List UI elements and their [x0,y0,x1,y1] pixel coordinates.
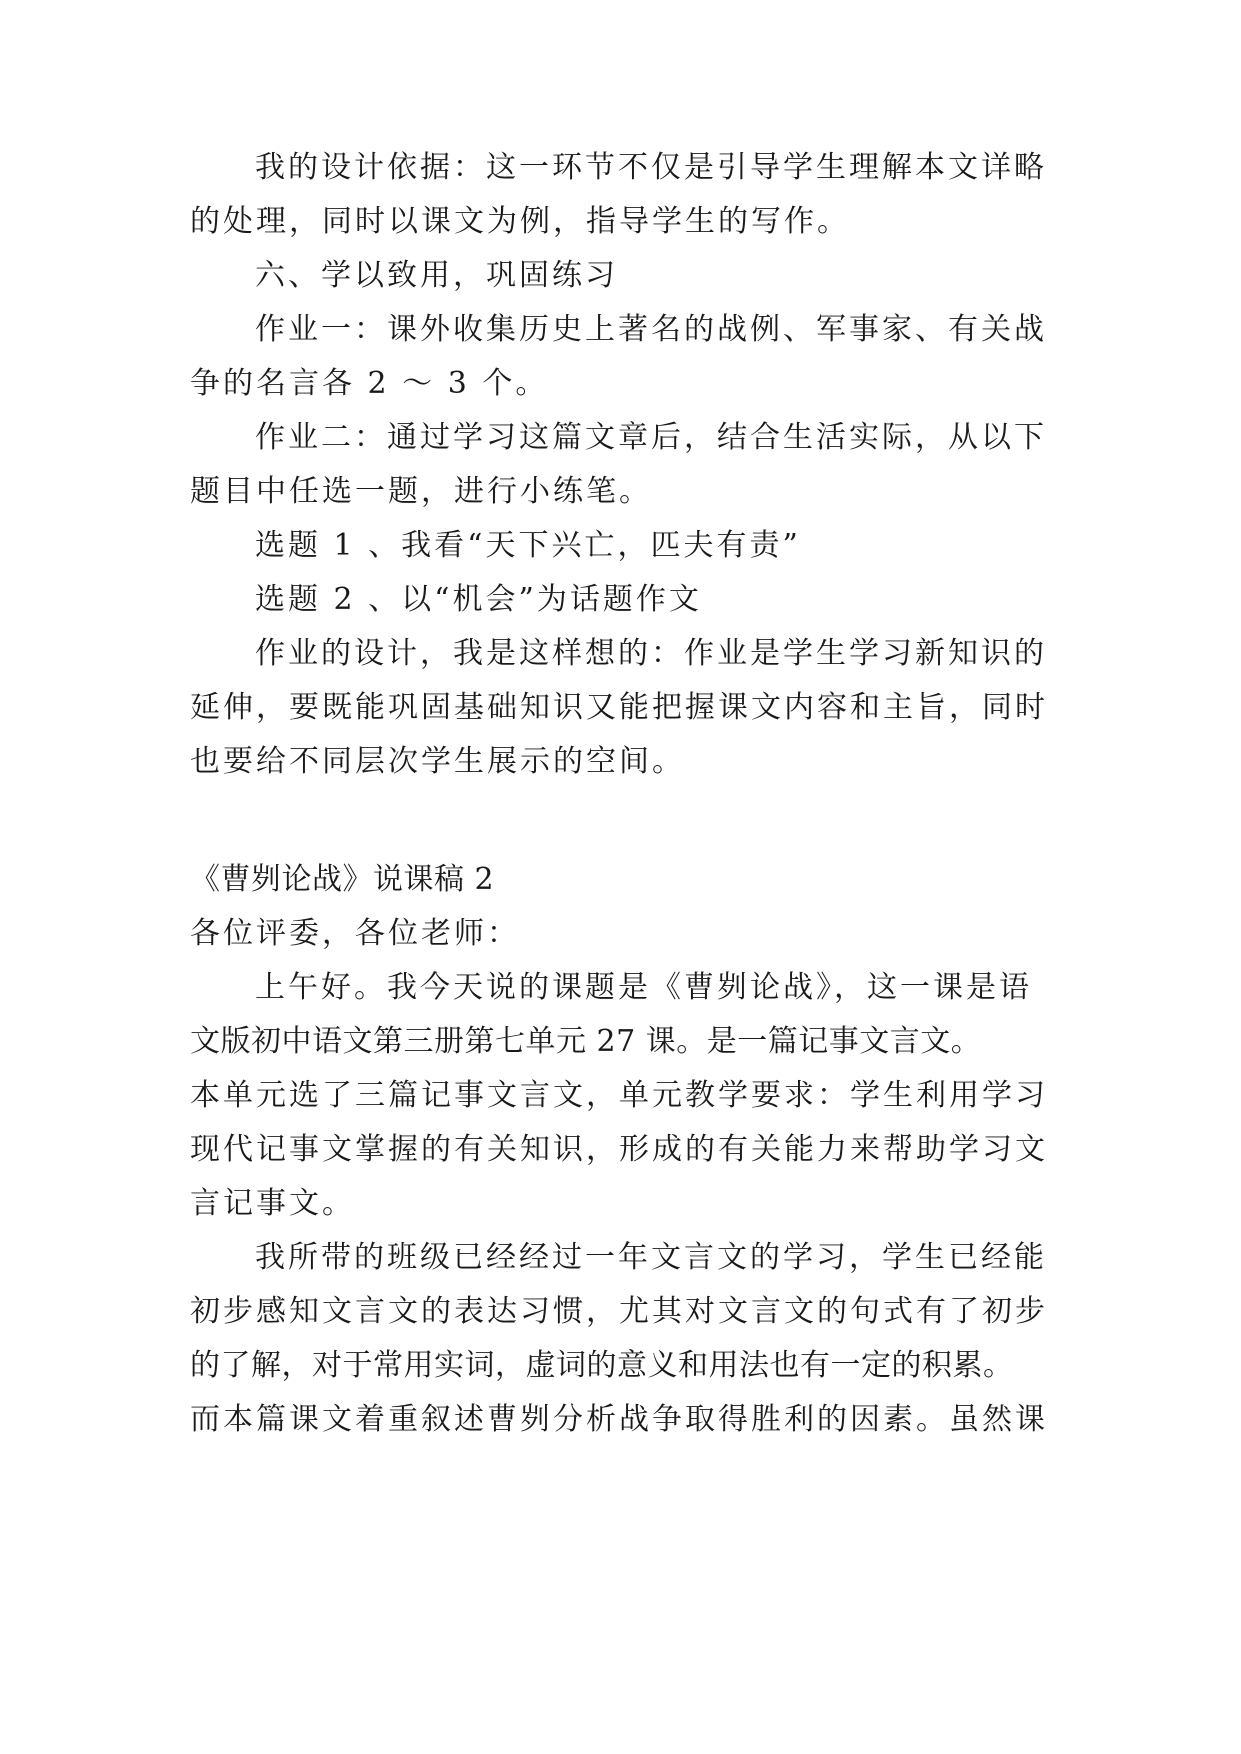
paragraph-line: 作业一：课外收集历史上著名的战例、军事家、有关战 [255,312,1047,347]
paragraph-line: 延伸，要既能巩固基础知识又能把握课文内容和主旨，同时 [190,690,1048,725]
paragraph-line: 选题 2 、以“机会”为话题作文 [255,582,702,617]
paragraph-line: 初步感知文言文的表达习惯，尤其对文言文的句式有了初步 [190,1294,1048,1329]
paragraph-line: 作业二：通过学习这篇文章后，结合生活实际，从以下 [255,420,1047,455]
paragraph-line: 上午好。我今天说的课题是《曹刿论战》，这一课是语 [255,970,1032,1005]
paragraph-line: 而本篇课文着重叙述曹刿分析战争取得胜利的因素。虽然课 [190,1402,1048,1437]
section-heading: 六、学以致用，巩固练习 [255,258,618,293]
paragraph-line: 我所带的班级已经经过一年文言文的学习，学生已经能 [255,1240,1047,1275]
paragraph-line: 的处理，同时以课文为例，指导学生的写作。 [190,204,850,239]
paragraph-line: 也要给不同层次学生展示的空间。 [190,744,685,779]
paragraph-line: 作业的设计，我是这样想的：作业是学生学习新知识的 [255,636,1047,671]
paragraph-line: 现代记事文掌握的有关知识，形成的有关能力来帮助学习文 [190,1132,1048,1167]
paragraph-line: 题目中任选一题，进行小练笔。 [190,474,652,509]
document-title: 《曹刿论战》说课稿 2 [190,862,495,897]
paragraph-line: 言记事文。 [190,1186,355,1221]
greeting: 各位评委，各位老师： [190,916,520,951]
paragraph-line: 我的设计依据：这一环节不仅是引导学生理解本文详略 [255,150,1047,185]
paragraph-line: 争的名言各 2 ～ 3 个。 [190,366,549,401]
paragraph-line: 本单元选了三篇记事文言文，单元教学要求：学生利用学习 [190,1078,1048,1113]
paragraph-line: 文版初中语文第三册第七单元 27 课。是一篇记事文言文。 [190,1024,982,1059]
paragraph-line: 的了解，对于常用实词，虚词的意义和用法也有一定的积累。 [190,1348,1014,1383]
paragraph-line: 选题 1 、我看“天下兴亡，匹夫有责” [255,528,801,563]
